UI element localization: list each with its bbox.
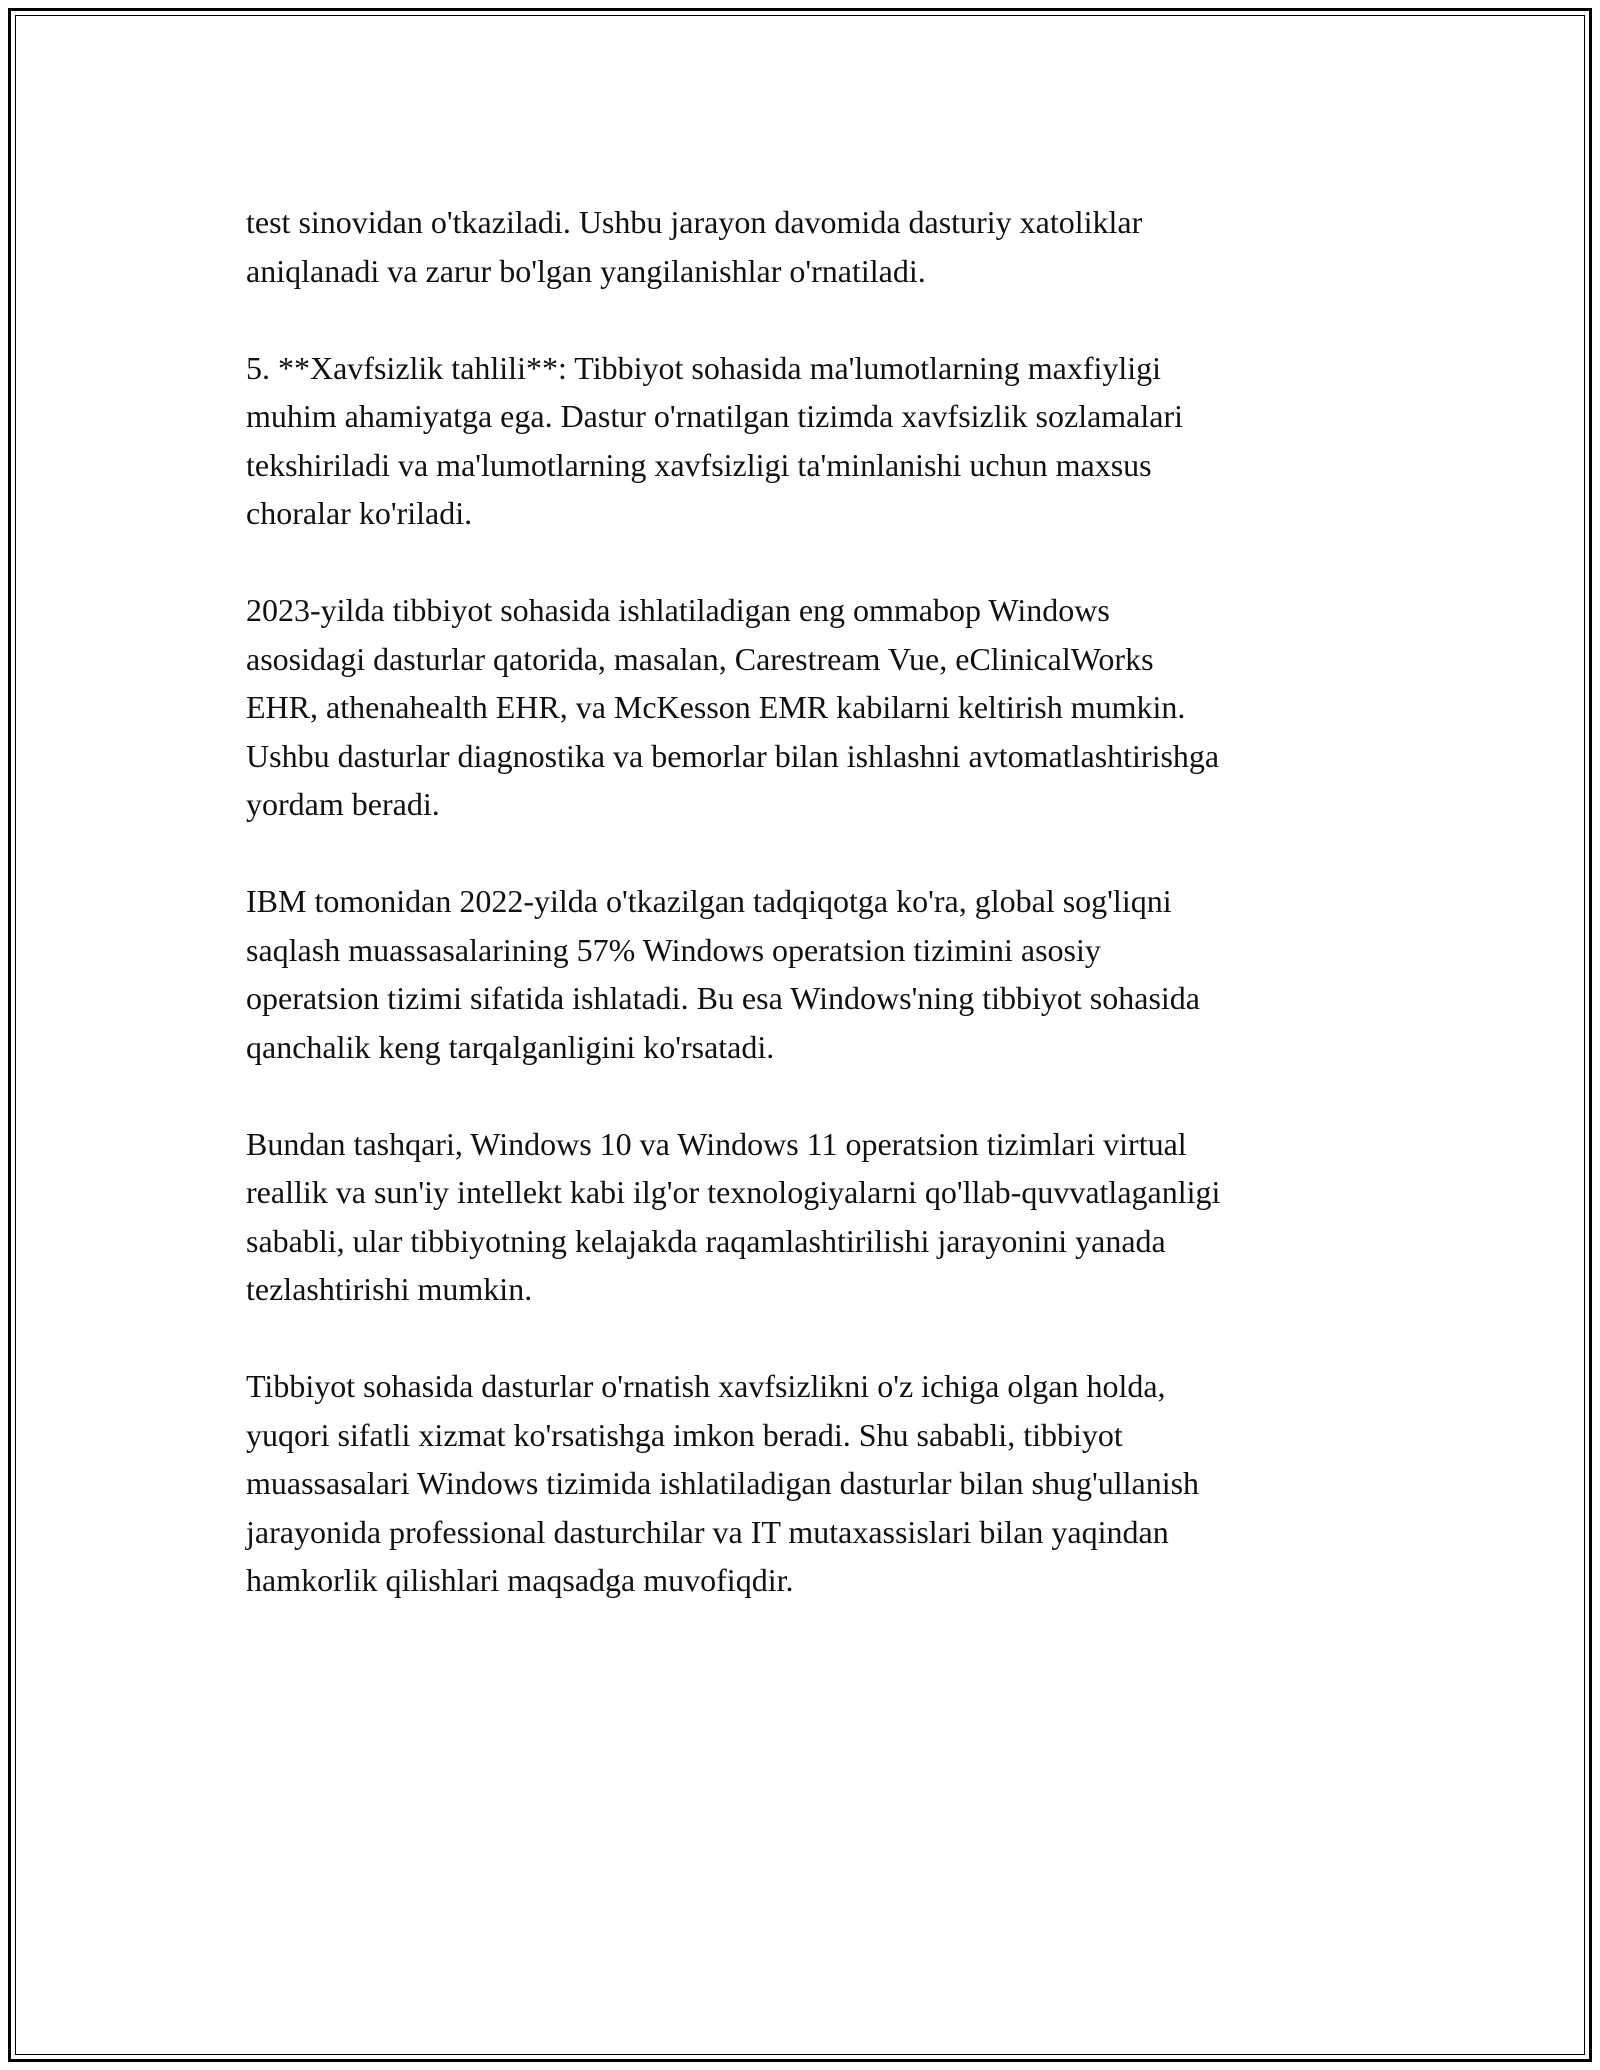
paragraph-ibm-study: IBM tomonidan 2022-yilda o'tkazilgan tadqiqotga ko'ra, global sog'liqni saqlash muassasalarining 57% Windows operatsion tizimini asosiy operatsion tizimi sifatida ishlatadi. Bu esa Windows'ning tibbiyot sohasida qanchalik keng tarqalganligini ko'rsatadi. xyxy=(246,883,1200,1065)
paragraph-security-analysis: 5. **Xavfsizlik tahlili**: Tibbiyot sohasida ma'lumotlarning maxfiyligi muhim ahamiyatga ega. Dastur o'rnatilgan tizimda xavfsizlik sozlamalari tekshiriladi va ma'lumotlarning xavfsizligi ta'minlanishi uchun maxsus choralar ko'riladi. xyxy=(246,349,1184,531)
document-body xyxy=(246,198,1376,1653)
page-border xyxy=(8,8,1592,2062)
paragraph-testing: test sinovidan o'tkaziladi. Ushbu jarayon davomida dasturiy xatoliklar aniqlanadi va zarur bo'lgan yangilanishlar o'rnatiladi. xyxy=(246,204,1143,289)
paragraph-windows-technologies: Bundan tashqari, Windows 10 va Windows 11 operatsion tizimlari virtual reallik va sun'iy intellekt kabi ilg'or texnologiyalarni qo'llab-quvvatlaganligi sababli, ular tibbiyotning kelajakda raqamlashtirilishi jarayonini yanada tezlashtirishi mumkin. xyxy=(246,1125,1221,1307)
paragraph-popular-software: 2023-yilda tibbiyot sohasida ishlatiladigan eng ommabop Windows asosidagi dasturlar qatorida, masalan, Carestream Vue, eClinicalWorks EHR, athenahealth EHR, va McKesson EMR kabilarni keltirish mumkin. Ushbu dasturlar diagnostika va bemorlar bilan ishlashni avtomatlashtirishga yordam beradi. xyxy=(246,592,1220,822)
paragraph-conclusion: Tibbiyot sohasida dasturlar o'rnatish xavfsizlikni o'z ichiga olgan holda, yuqori sifatli xizmat ko'rsatishga imkon beradi. Shu sababli, tibbiyot muassasalari Windows tizimida ishlatiladigan dasturlar bilan shug'ullanish jarayonida professional dasturchilar va IT mutaxassislari bilan yaqindan hamkorlik qilishlari maqsadga muvofiqdir. xyxy=(246,1368,1200,1598)
